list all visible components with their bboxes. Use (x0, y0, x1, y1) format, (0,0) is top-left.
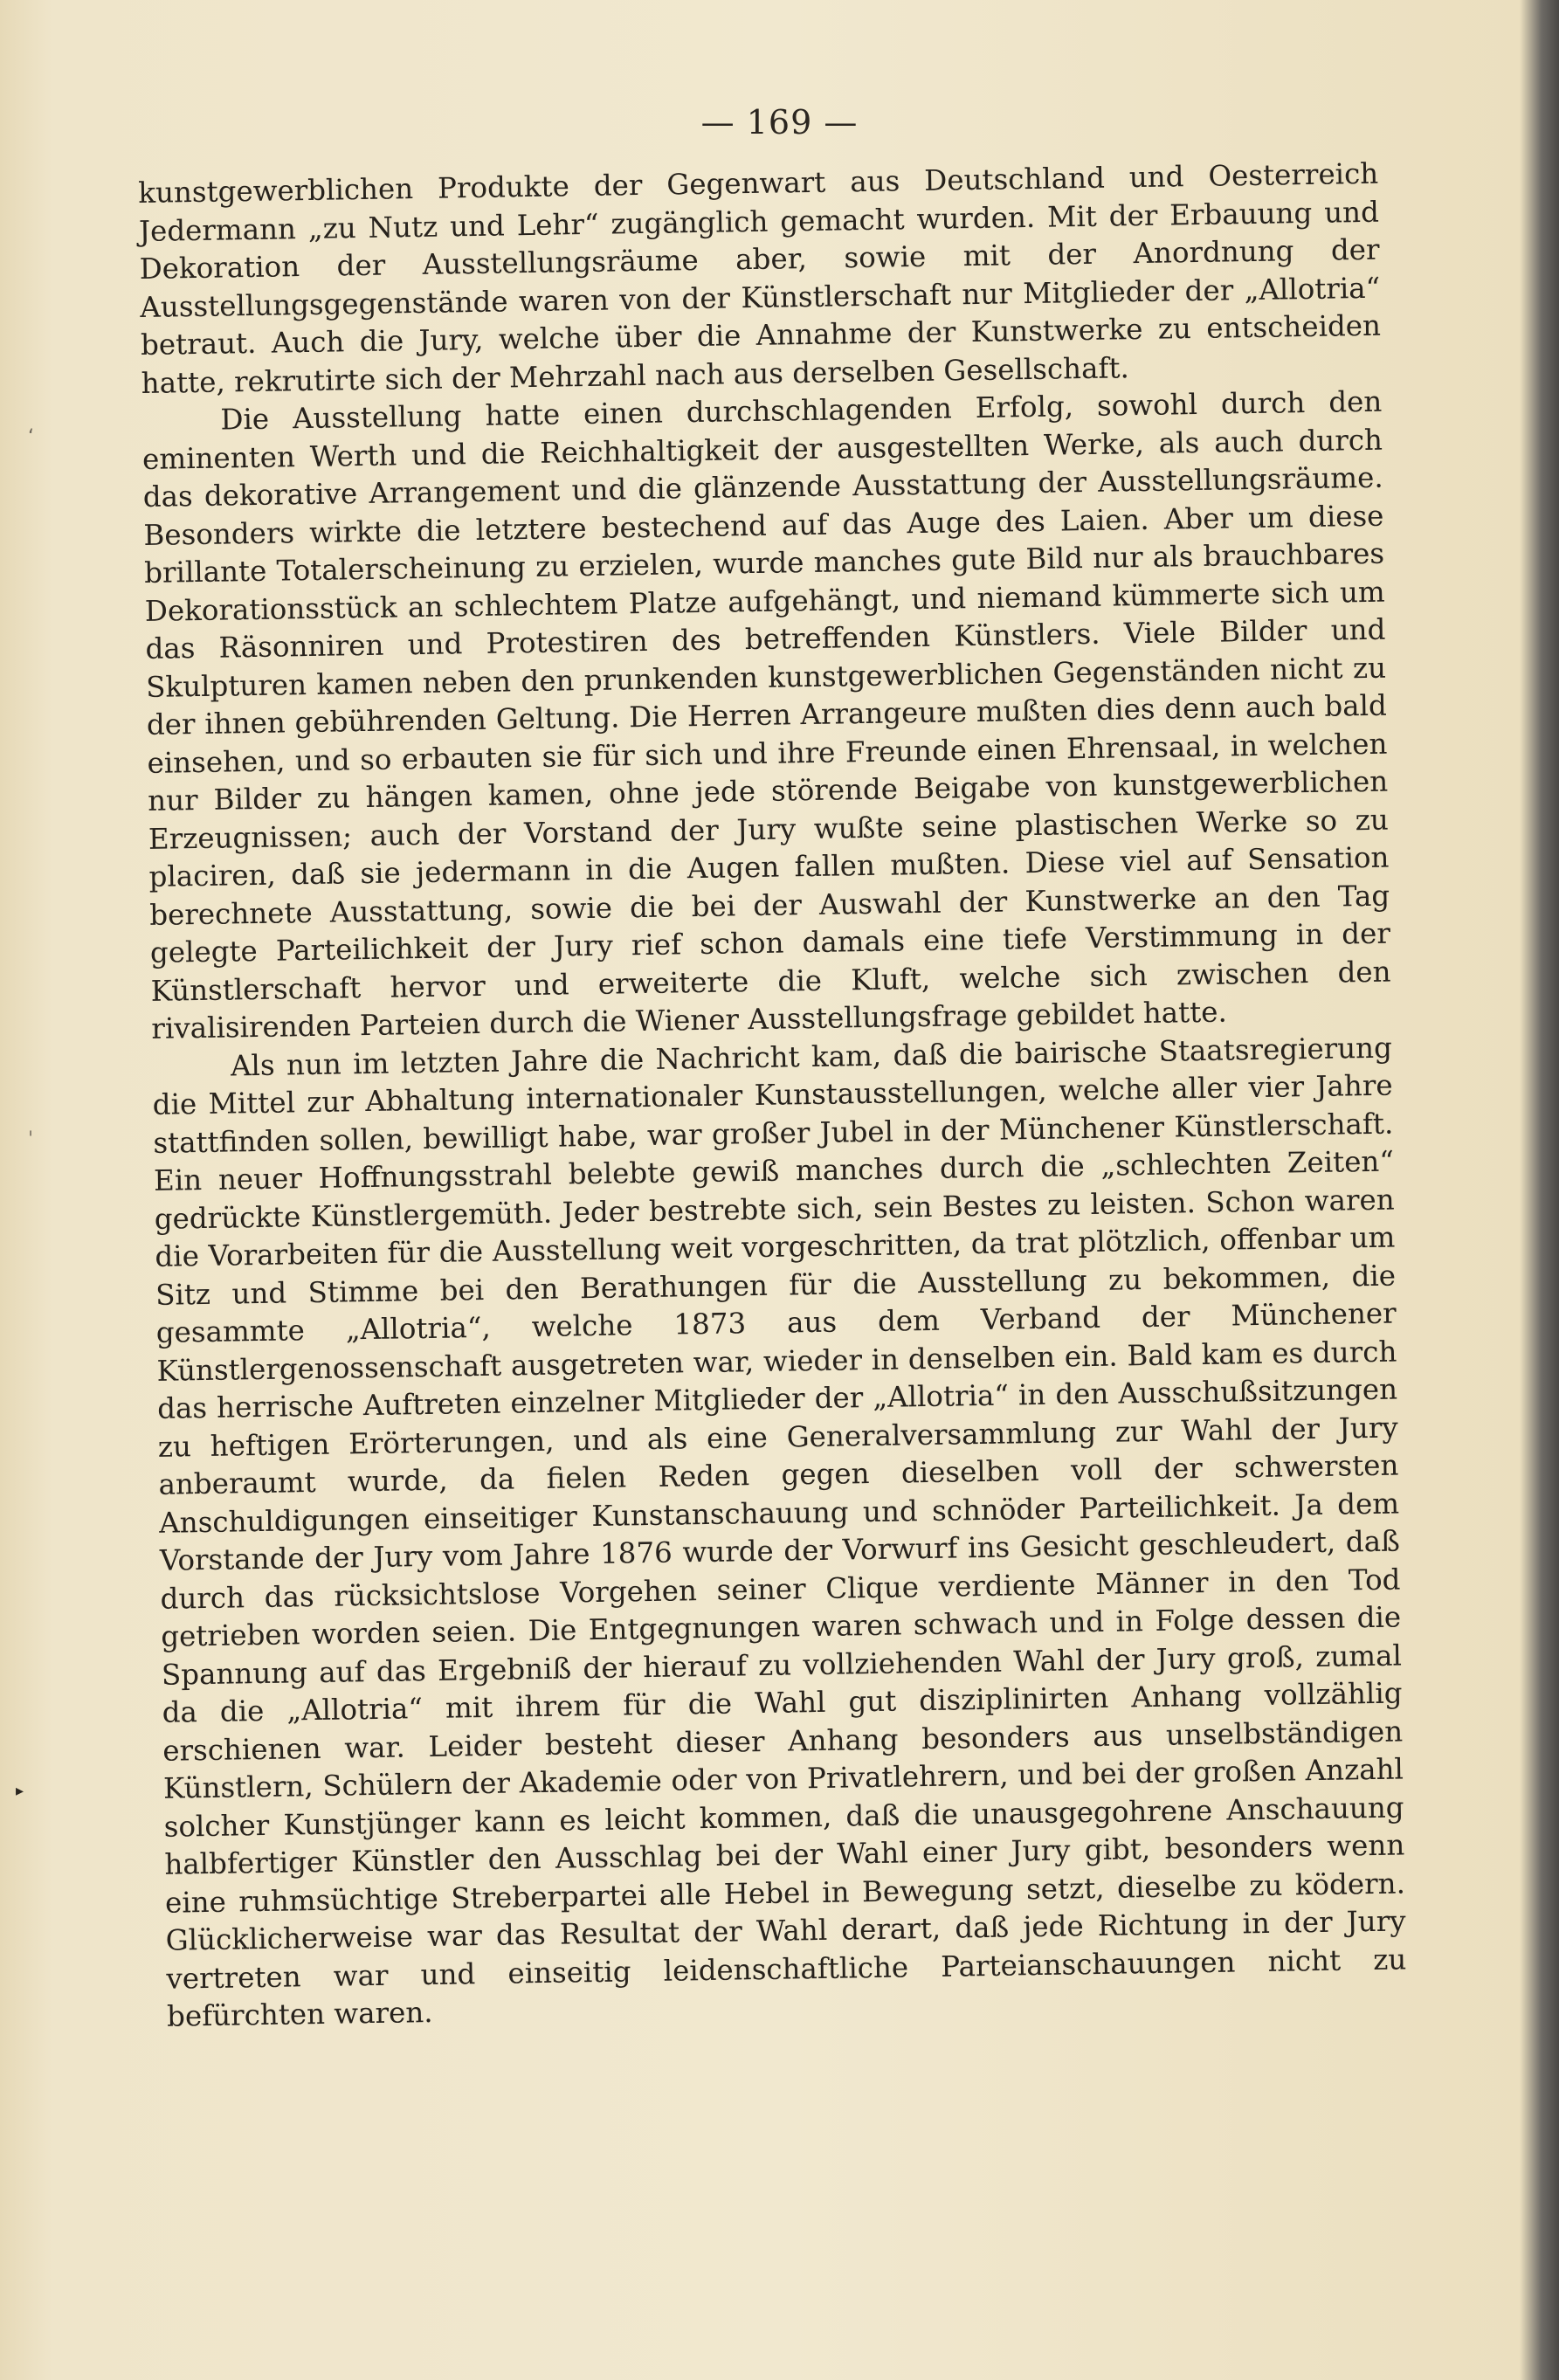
margin-tick-mark: ˌ (28, 1116, 34, 1138)
paragraph-3: Als nun im letzten Jahre die Nachricht kam, daß die bairische Staatsregierung die Mittel zur Abhaltung internationaler Kunstausstellungen, welche aller vier Jahre stattfinden sollen, bewilligt habe, war großer Jubel in der Münchener Künstlerschaft. Ein neuer Hoffnungsstrahl belebte gewiß manches durch die „schlechten Zeiten“ gedrückte Künstlergemüth. Jeder bestrebte sich, sein Bestes zu leisten. Schon waren die Vorarbeiten für die Ausstellung weit vorgeschritten, da trat plötzlich, offenbar um Sitz und Stimme bei den Berathungen für die Ausstellung zu bekommen, die gesammte „Allotria“, welche 1873 aus dem Verband der Münchener Künstlergenossenschaft ausgetreten war, wieder in denselben ein. Bald kam es durch das herrische Auftreten einzelner Mitglieder der „Allotria“ in den Ausschußsitzungen zu heftigen Erörterungen, und als eine Generalversammlung zur Wahl der Jury anberaumt wurde, da fielen Reden gegen dieselben voll der schwersten Anschuldigungen einseitiger Kunstanschauung und schnöder Parteilichkeit. Ja dem Vorstande der Jury vom Jahre 1876 wurde der Vorwurf ins Gesicht geschleudert, daß durch das rücksichtslose Vorgehen seiner Clique verdiente Männer in den Tod getrieben worden seien. Die Entgegnungen waren schwach und in Folge dessen die Spannung auf das Ergebniß der hierauf zu vollziehenden Wahl der Jury groß, zumal da die „Allotria“ mit ihrem für die Wahl gut disziplinirten Anhang vollzählig erschienen war. Leider besteht dieser Anhang besonders aus unselbständigen Künstlern, Schülern der Akademie oder von Privatlehrern, und bei der großen Anzahl solcher Kunstjünger kann es leicht kommen, daß die unausgegohrene Anschauung halbfertiger Künstler den Ausschlag bei der Wahl einer Jury gibt, besonders wenn eine ruhmsüchtige Streberpartei alle Hebel in Bewegung setzt, dieselbe zu ködern. Glücklicherweise war das Resultat der Wahl derart, daß jede Richtung in der Jury vertreten war und einseitig leidenschaftliche Parteianschauungen nicht zu befürchten waren. (152, 1031, 1407, 2033)
paragraph-2: Die Ausstellung hatte einen durchschlagenden Erfolg, sowohl durch den eminenten Werth und die Reichhaltigkeit der ausgestellten Werke, als auch durch das dekorative Arrangement und die glänzende Ausstattung der Ausstellungsräume. Besonders wirkte die letztere bestechend auf das Auge des Laien. Aber um diese brillante Totalerscheinung zu erzielen, wurde manches gute Bild nur als brauchbares Dekorationsstück an schlechtem Platze aufgehängt, und niemand kümmerte sich um das Räsonniren und Protestiren des betreffenden Künstlers. Viele Bilder und Skulpturen kamen neben den prunkenden kunstgewerblichen Gegenständen nicht zu der ihnen gebührenden Geltung. Die Herren Arrangeure mußten dies denn auch bald einsehen, und so erbauten sie für sich und ihre Freunde einen Ehrensaal, in welchen nur Bilder zu hängen kamen, ohne jede störende Beigabe von kunstgewerblichen Erzeugnissen; auch der Vorstand der Jury wußte seine plastischen Werke so zu placiren, daß sie jedermann in die Augen fallen mußten. Diese viel auf Sensation berechnete Ausstattung, sowie die bei der Auswahl der Kunstwerke an den Tag gelegte Parteilichkeit der Jury rief schon damals eine tiefe Verstimmung in der Künstlerschaft hervor und erweiterte die Kluft, welche sich zwischen den rivalisirenden Parteien durch die Wiener Ausstellungsfrage gebildet hatte. (141, 384, 1391, 1045)
body-text (138, 155, 1407, 2037)
page-number: — 169 — (700, 103, 859, 141)
paragraph-1: kunstgewerblichen Produkte der Gegenwart aus Deutschland und Oesterreich Jedermann „zu Nutz und Lehr“ zugänglich gemacht wurden. Mit der Erbauung und Dekoration der Ausstellungsräume aber, sowie mit der Anordnung der Ausstellungsgegenstände waren von der Künstlerschaft nur Mitglieder der „Allotria“ betraut. Auch die Jury, welche über die Annahme der Kunstwerke zu entscheiden hatte, rekrutirte sich der Mehrzahl nach aus derselben Gesellschaft. (138, 156, 1382, 400)
margin-arrow-mark: ▸ (16, 1782, 24, 1800)
margin-tick-mark: ‘ (28, 426, 34, 448)
